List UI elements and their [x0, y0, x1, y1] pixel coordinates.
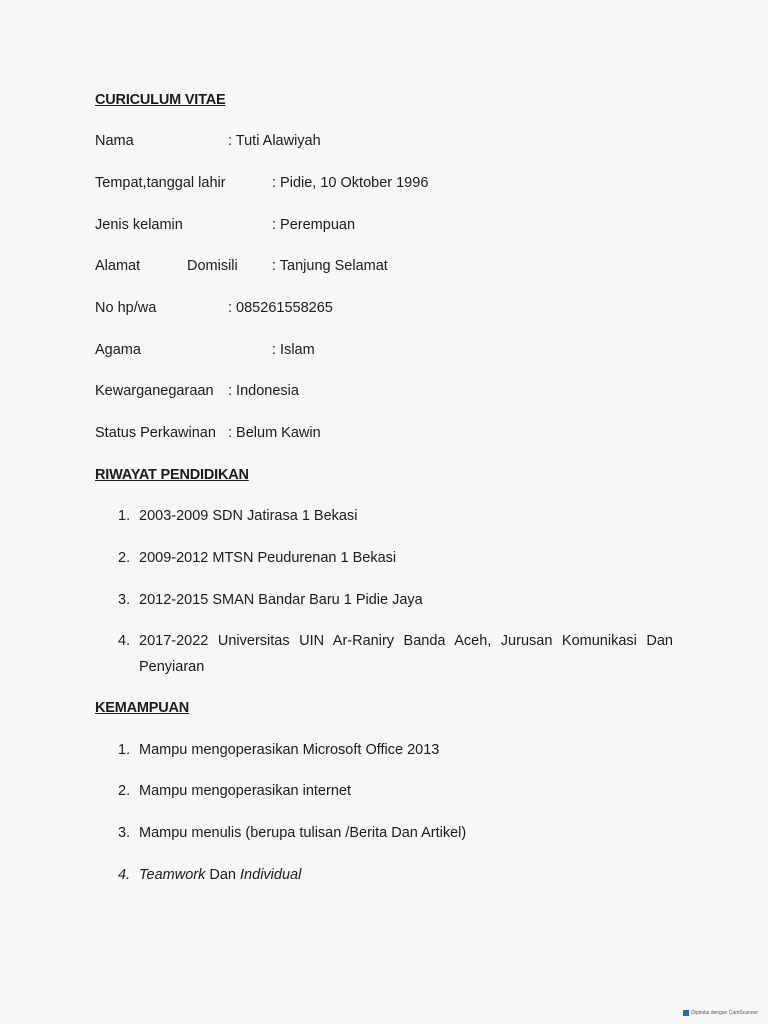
- list-number: 1.: [118, 742, 131, 758]
- label-alamat: Alamat: [95, 258, 141, 274]
- scanner-watermark: [683, 1010, 758, 1016]
- list-text-continuation: Penyiaran: [139, 659, 205, 675]
- camscanner-logo-icon: [683, 1010, 689, 1016]
- value-jenis-kelamin: : Perempuan: [272, 217, 356, 233]
- label-domisili: Domisili: [187, 258, 238, 274]
- list-text: Mampu mengoperasikan Microsoft Office 2013: [139, 742, 440, 758]
- cv-title: CURICULUM VITAE: [95, 92, 226, 108]
- education-heading: RIWAYAT PENDIDIKAN: [95, 467, 249, 483]
- list-number: 2.: [118, 550, 131, 566]
- value-alamat: : Tanjung Selamat: [272, 258, 388, 274]
- list-text: 2012-2015 SMAN Bandar Baru 1 Pidie Jaya: [139, 592, 423, 608]
- value-agama: : Islam: [272, 342, 315, 358]
- teamwork-text: Teamwork: [139, 867, 206, 883]
- label-nohp: No hp/wa: [95, 300, 157, 316]
- label-jenis-kelamin: Jenis kelamin: [95, 217, 183, 233]
- scanner-watermark-text: Dipindai dengan CamScanner: [691, 1010, 758, 1016]
- label-agama: Agama: [95, 342, 141, 358]
- list-number: 3.: [118, 592, 131, 608]
- label-nama: Nama: [95, 133, 134, 149]
- list-number: 2.: [118, 783, 131, 799]
- label-ttl: Tempat,tanggal lahir: [95, 175, 226, 191]
- individual-text: Individual: [240, 867, 302, 883]
- list-text: [139, 867, 673, 883]
- list-number: 1.: [118, 508, 131, 524]
- list-text: 2017-2022 Universitas UIN Ar-Raniry Banda Aceh, Jurusan Komunikasi Dan: [139, 633, 673, 649]
- list-text: 2009-2012 MTSN Peudurenan 1 Bekasi: [139, 550, 397, 566]
- value-nohp: : 085261558265: [228, 300, 333, 316]
- list-number: 3.: [118, 825, 131, 841]
- list-text: Mampu menulis (berupa tulisan /Berita Dan Artikel): [139, 825, 467, 841]
- value-kewarganegaraan: : Indonesia: [228, 383, 299, 399]
- list-text: Mampu mengoperasikan internet: [139, 783, 351, 799]
- list-number: 4.: [118, 633, 131, 649]
- value-ttl: : Pidie, 10 Oktober 1996: [272, 175, 429, 191]
- dan-text: Dan: [205, 867, 241, 883]
- list-number: 4.: [118, 867, 131, 883]
- skills-heading: KEMAMPUAN: [95, 700, 190, 716]
- value-status: : Belum Kawin: [228, 425, 321, 441]
- label-status: Status Perkawinan: [95, 425, 216, 441]
- label-kewarganegaraan: Kewarganegaraan: [95, 383, 214, 399]
- list-text: 2003-2009 SDN Jatirasa 1 Bekasi: [139, 508, 358, 524]
- value-nama: : Tuti Alawiyah: [228, 133, 321, 149]
